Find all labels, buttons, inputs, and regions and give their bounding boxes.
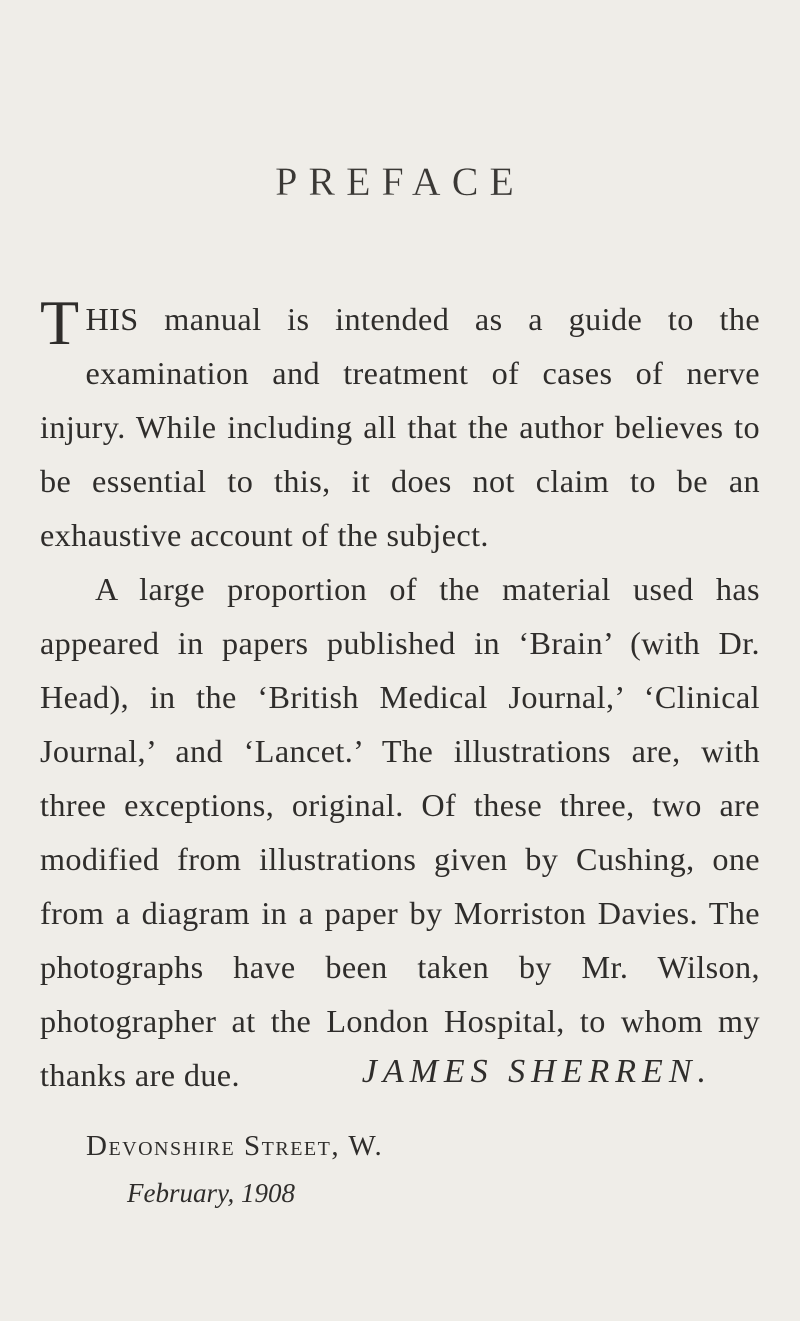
preface-body: [40, 287, 760, 1102]
date-line: February, 1908: [127, 1178, 295, 1208]
paragraph-2: A large proportion of the material used has appeared in papers published in ‘Brain’ (with Dr. Head), in the ‘British Medical Journal,’ ‘Clinical Journal,’ and ‘Lancet.’ The illustrations are, with three exceptions, original. Of these three, two are modified from illustrations given by Cushing, one from a diagram in a paper by Morriston Davies. The photographs have been taken by Mr. Wilson, photographer at the London Hospital, to whom my thanks are due.: [40, 571, 760, 1093]
page-title: PREFACE: [275, 159, 525, 204]
drop-cap: T: [40, 287, 80, 358]
paragraph-1: [40, 287, 760, 562]
address-line: Devonshire Street, W.: [86, 1130, 384, 1162]
author-signature: JAMES SHERREN.: [361, 1053, 712, 1090]
paragraph-1-text: HIS manual is intended as a guide to the examination and treatment of cases of nerve injury. While including all that the author believes to be essential to this, it does not claim to be an exhaustive account of the subject.: [40, 301, 760, 553]
